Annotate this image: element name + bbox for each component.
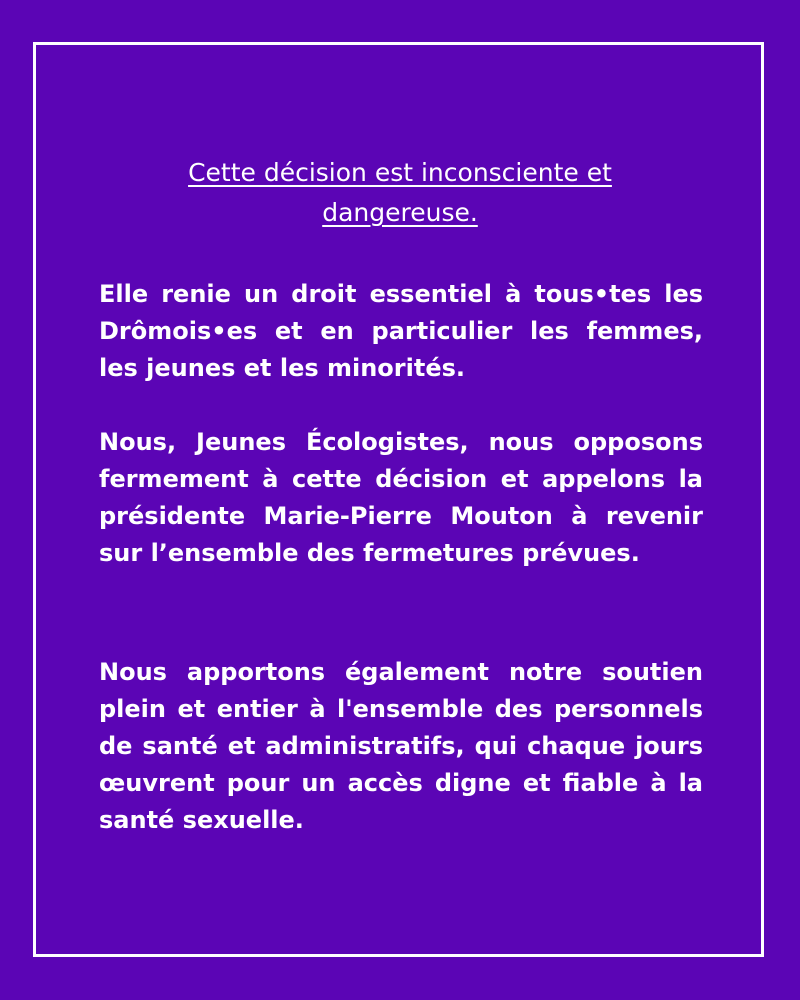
paragraph-rejection: Elle renie un droit essentiel à tous•tes les Drômois•es et en particulier les femmes, les jeunes et les minorités. bbox=[99, 280, 703, 382]
statement-title: Cette décision est inconsciente et dangereuse. bbox=[188, 158, 612, 227]
paragraph-opposition: Nous, Jeunes Écologistes, nous opposons fermement à cette décision et appelons la présidente Marie-Pierre Mouton à revenir sur l’ensemble des fermetures prévues. bbox=[99, 428, 703, 567]
paragraph-support: Nous apportons également notre soutien plein et entier à l'ensemble des personnels de santé et administratifs, qui chaque jours œuvrent pour un accès digne et fiable à la santé sexuelle. bbox=[99, 658, 703, 834]
